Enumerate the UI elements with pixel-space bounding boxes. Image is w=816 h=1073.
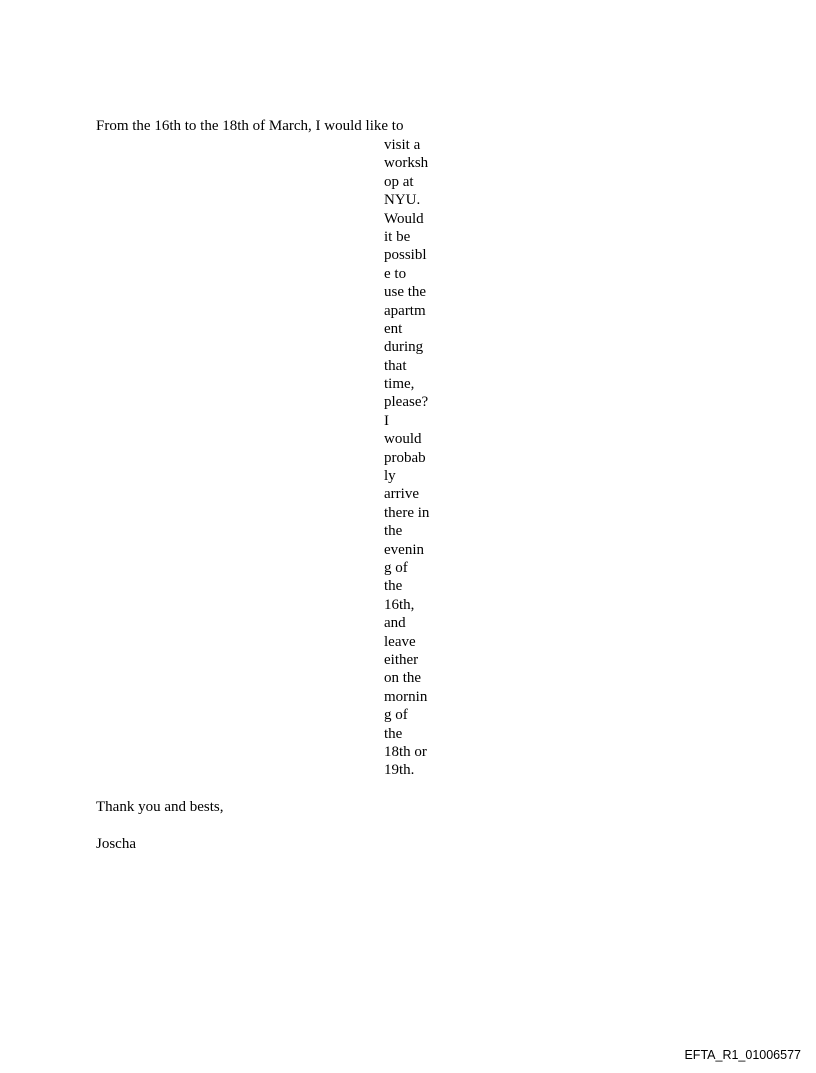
- letter-wrapped-line: evenin: [384, 541, 424, 558]
- letter-first-line: From the 16th to the 18th of March, I would like to: [96, 118, 404, 134]
- letter-wrapped-line: mornin: [384, 688, 428, 705]
- letter-wrapped-line: would: [384, 431, 422, 448]
- letter-wrapped-line: during: [384, 339, 424, 356]
- letter-wrapped-line: e to: [384, 265, 407, 282]
- letter-wrapped-line: probab: [384, 449, 426, 466]
- letter-wrapped-line: possibl: [384, 247, 427, 264]
- letter-wrapped-line: on the: [384, 670, 422, 687]
- letter-wrapped-line: apartm: [384, 302, 426, 319]
- letter-wrapped-paragraph: [384, 136, 440, 780]
- letter-wrapped-line: there in: [384, 504, 430, 521]
- letter-closing: Thank you and bests,: [96, 799, 224, 815]
- letter-wrapped-line: ly: [384, 468, 396, 485]
- letter-wrapped-line: ent: [384, 320, 403, 337]
- letter-wrapped-line: please?: [384, 394, 429, 411]
- letter-wrapped-line: arrive: [384, 486, 419, 503]
- letter-wrapped-line: 19th.: [384, 762, 415, 779]
- letter-wrapped-line: 16th,: [384, 596, 415, 613]
- letter-wrapped-line: NYU.: [384, 192, 421, 209]
- letter-wrapped-line: visit a: [384, 137, 421, 153]
- letter-wrapped-line: that: [384, 357, 407, 374]
- letter-wrapped-line: the: [384, 725, 403, 742]
- letter-signature: Joscha: [96, 836, 136, 852]
- letter-wrapped-line: g of: [384, 707, 408, 724]
- letter-wrapped-line: worksh: [384, 155, 429, 172]
- letter-wrapped-line: and: [384, 615, 406, 632]
- letter-wrapped-line: use the: [384, 284, 427, 301]
- letter-wrapped-line: time,: [384, 376, 415, 393]
- letter-wrapped-line: I: [384, 412, 389, 429]
- letter-wrapped-line: the: [384, 523, 403, 540]
- letter-wrapped-line: leave: [384, 633, 416, 650]
- letter-wrapped-line: op at: [384, 173, 414, 190]
- letter-wrapped-line: 18th or: [384, 743, 427, 760]
- letter-wrapped-line: it be: [384, 228, 411, 245]
- bates-number: EFTA_R1_01006577: [684, 1048, 801, 1062]
- letter-wrapped-line: Would: [384, 210, 424, 227]
- letter-wrapped-line: either: [384, 651, 419, 668]
- letter-wrapped-line: g of: [384, 559, 408, 576]
- letter-wrapped-line: the: [384, 578, 403, 595]
